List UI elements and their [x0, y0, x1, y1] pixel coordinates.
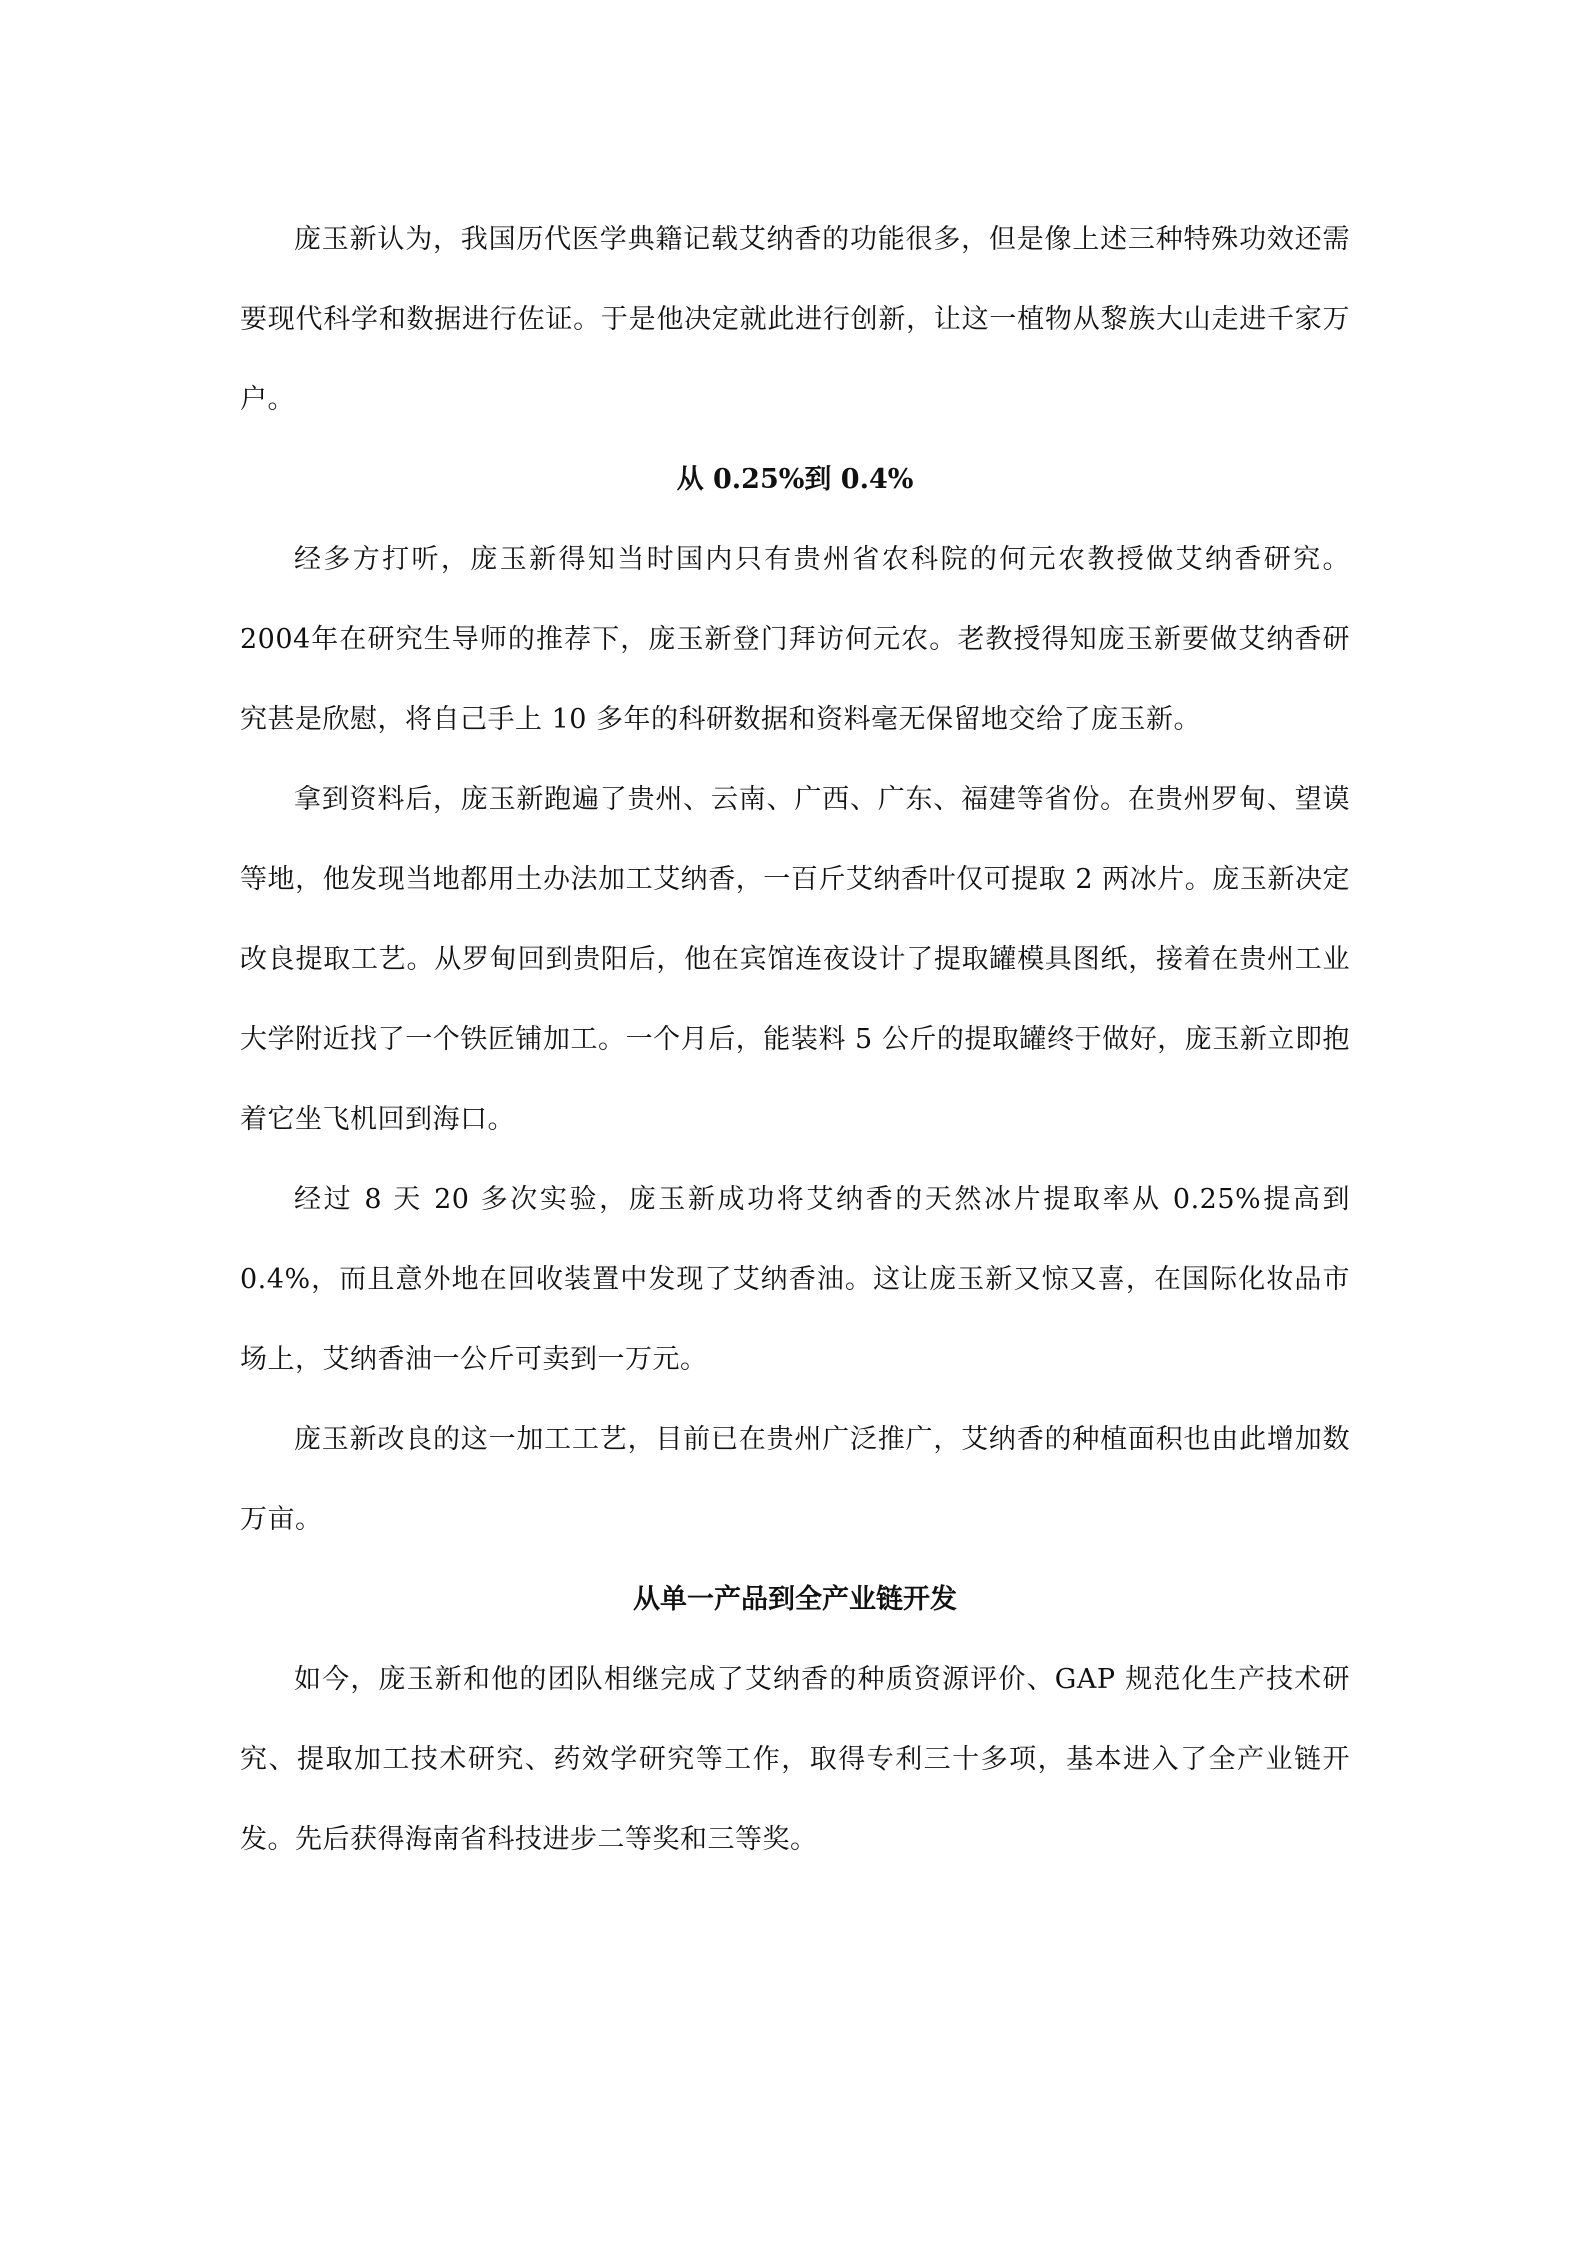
section-heading: 从单一产品到全产业链开发 — [633, 1584, 957, 1615]
paragraph: 拿到资料后，庞玉新跑遍了贵州、云南、广西、广东、福建等省份。在贵州罗甸、望谟等地，他发现当地都用土办法加工艾纳香，一百斤艾纳香叶仅可提取 2 两冰片。庞玉新决定改良提取工艺。从罗甸回到贵阳后，他在宾馆连夜设计了提取罐模具图纸，接着在贵州工业大学附近找了一个铁匠铺加工。一个月后，能装料 5 公斤的提取罐终于做好，庞玉新立即抱着它坐飞机回到海口。 — [240, 784, 1350, 1135]
paragraph: 经多方打听，庞玉新得知当时国内只有贵州省农科院的何元农教授做艾纳香研究。2004年在研究生导师的推荐下，庞玉新登门拜访何元农。老教授得知庞玉新要做艾纳香研究甚是欣慰，将自己手上 10 多年的科研数据和资料毫无保留地交给了庞玉新。 — [240, 544, 1350, 735]
paragraph: 庞玉新改良的这一加工工艺，目前已在贵州广泛推广，艾纳香的种植面积也由此增加数万亩。 — [240, 1424, 1350, 1535]
section-heading: 从 0.25%到 0.4% — [676, 464, 914, 495]
paragraph: 如今，庞玉新和他的团队相继完成了艾纳香的种质资源评价、GAP 规范化生产技术研究、提取加工技术研究、药效学研究等工作，取得专利三十多项，基本进入了全产业链开发。先后获得海南省科技进步二等奖和三等奖。 — [240, 1664, 1350, 1855]
document-body — [240, 200, 1350, 1880]
paragraph: 庞玉新认为，我国历代医学典籍记载艾纳香的功能很多，但是像上述三种特殊功效还需要现代科学和数据进行佐证。于是他决定就此进行创新，让这一植物从黎族大山走进千家万户。 — [240, 224, 1350, 415]
paragraph: 经过 8 天 20 多次实验，庞玉新成功将艾纳香的天然冰片提取率从 0.25%提高到 0.4%，而且意外地在回收装置中发现了艾纳香油。这让庞玉新又惊又喜，在国际化妆品市场上，艾纳香油一公斤可卖到一万元。 — [240, 1184, 1350, 1375]
